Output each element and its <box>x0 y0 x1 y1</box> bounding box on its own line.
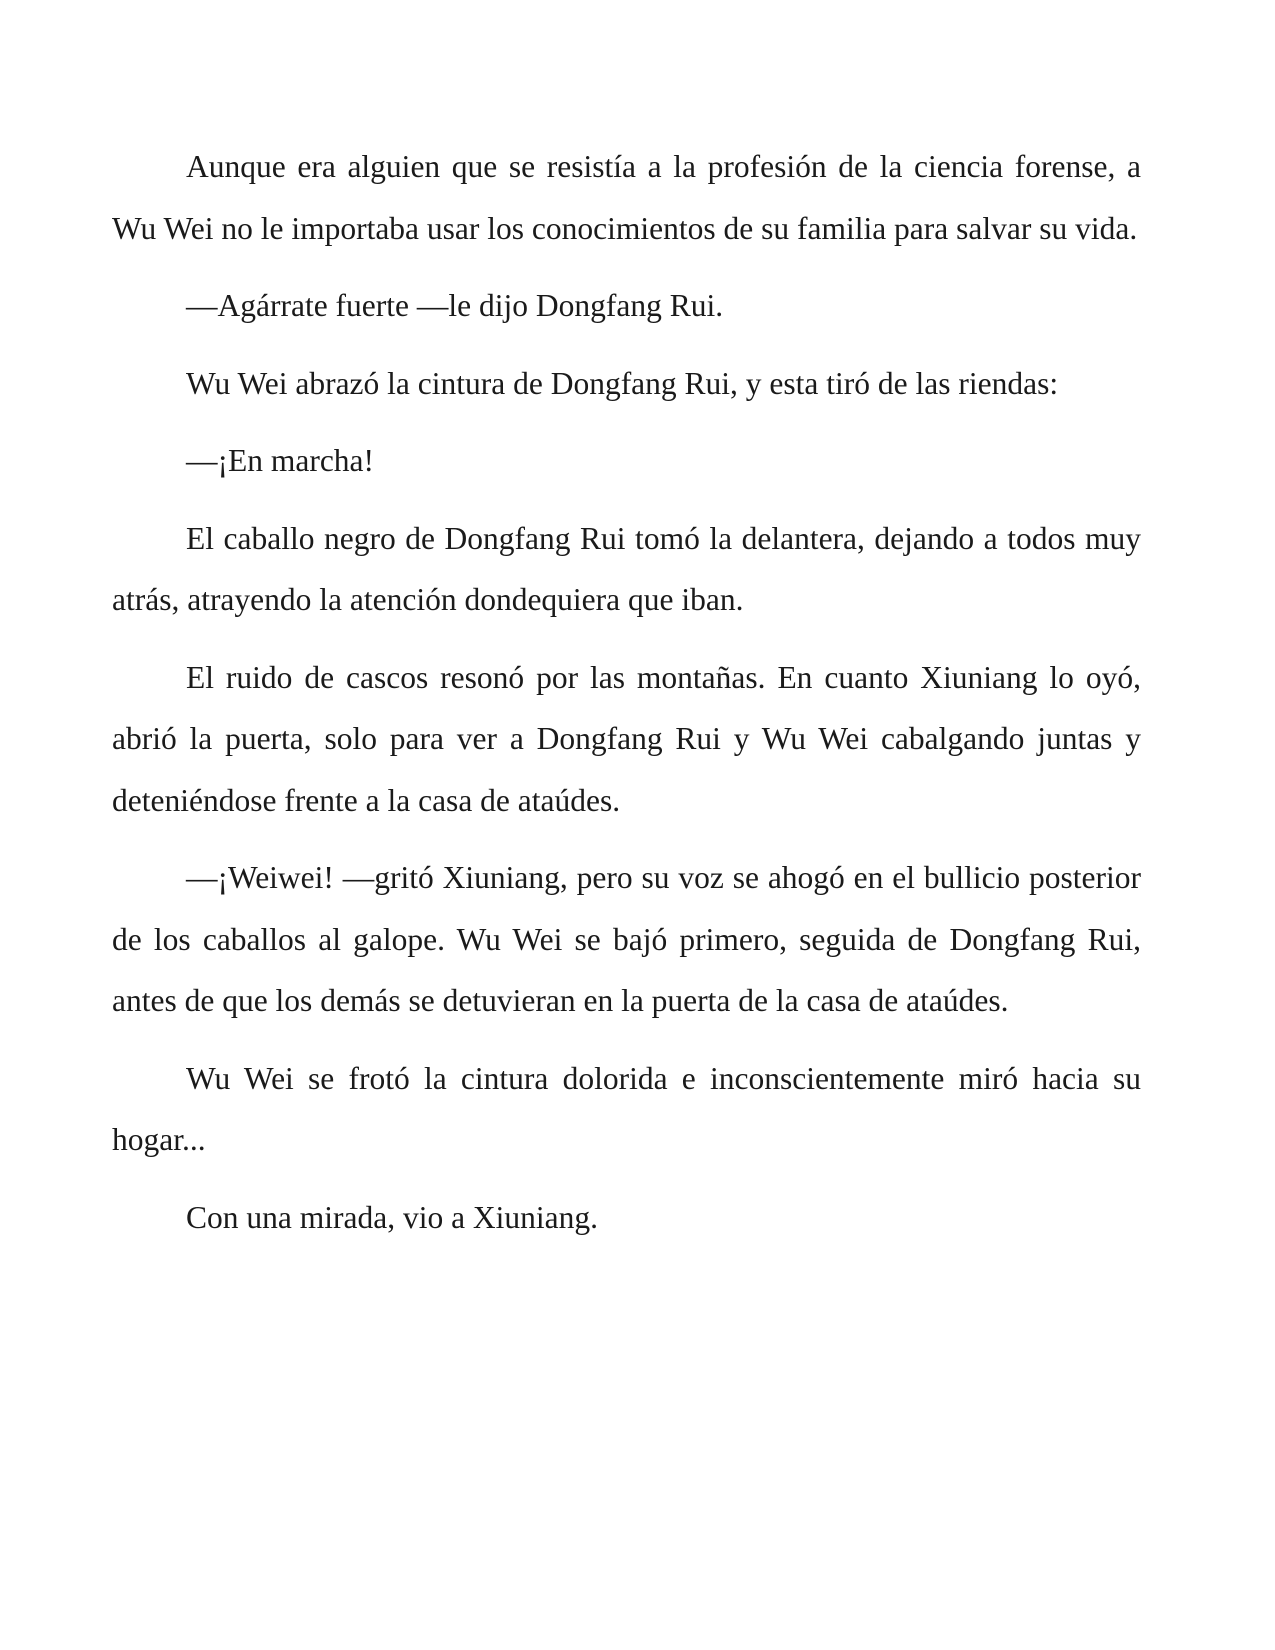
paragraph-4: —¡En marcha! <box>186 443 375 478</box>
paragraph-1: Aunque era alguien que se resistía a la profesión de la ciencia forense, a Wu Wei no le importaba usar los conocimientos de su familia para salvar su vida. <box>112 149 1141 246</box>
paragraph-6: El ruido de cascos resonó por las montañas. En cuanto Xiuniang lo oyó, abrió la puerta, solo para ver a Dongfang Rui y Wu Wei cabalgando juntas y deteniéndose frente a la casa de ataúdes. <box>112 659 1141 818</box>
paragraph-2: —Agárrate fuerte —le dijo Dongfang Rui. <box>186 288 724 323</box>
paragraph-8: Wu Wei se frotó la cintura dolorida e inconscientemente miró hacia su hogar... <box>112 1060 1141 1157</box>
paragraph-7: —¡Weiwei! —gritó Xiuniang, pero su voz se ahogó en el bullicio posterior de los caballos al galope. Wu Wei se bajó primero, seguida de Dongfang Rui, antes de que los demás se detuvieran en la puerta de la casa de ataúdes. <box>112 860 1141 1018</box>
paragraph-5: El caballo negro de Dongfang Rui tomó la delantera, dejando a todos muy atrás, atrayendo la atención dondequiera que iban. <box>112 520 1141 617</box>
document-page <box>112 136 1141 1248</box>
paragraph-9: Con una mirada, vio a Xiuniang. <box>186 1199 599 1235</box>
paragraph-3: Wu Wei abrazó la cintura de Dongfang Rui, y esta tiró de las riendas: <box>186 365 1059 401</box>
